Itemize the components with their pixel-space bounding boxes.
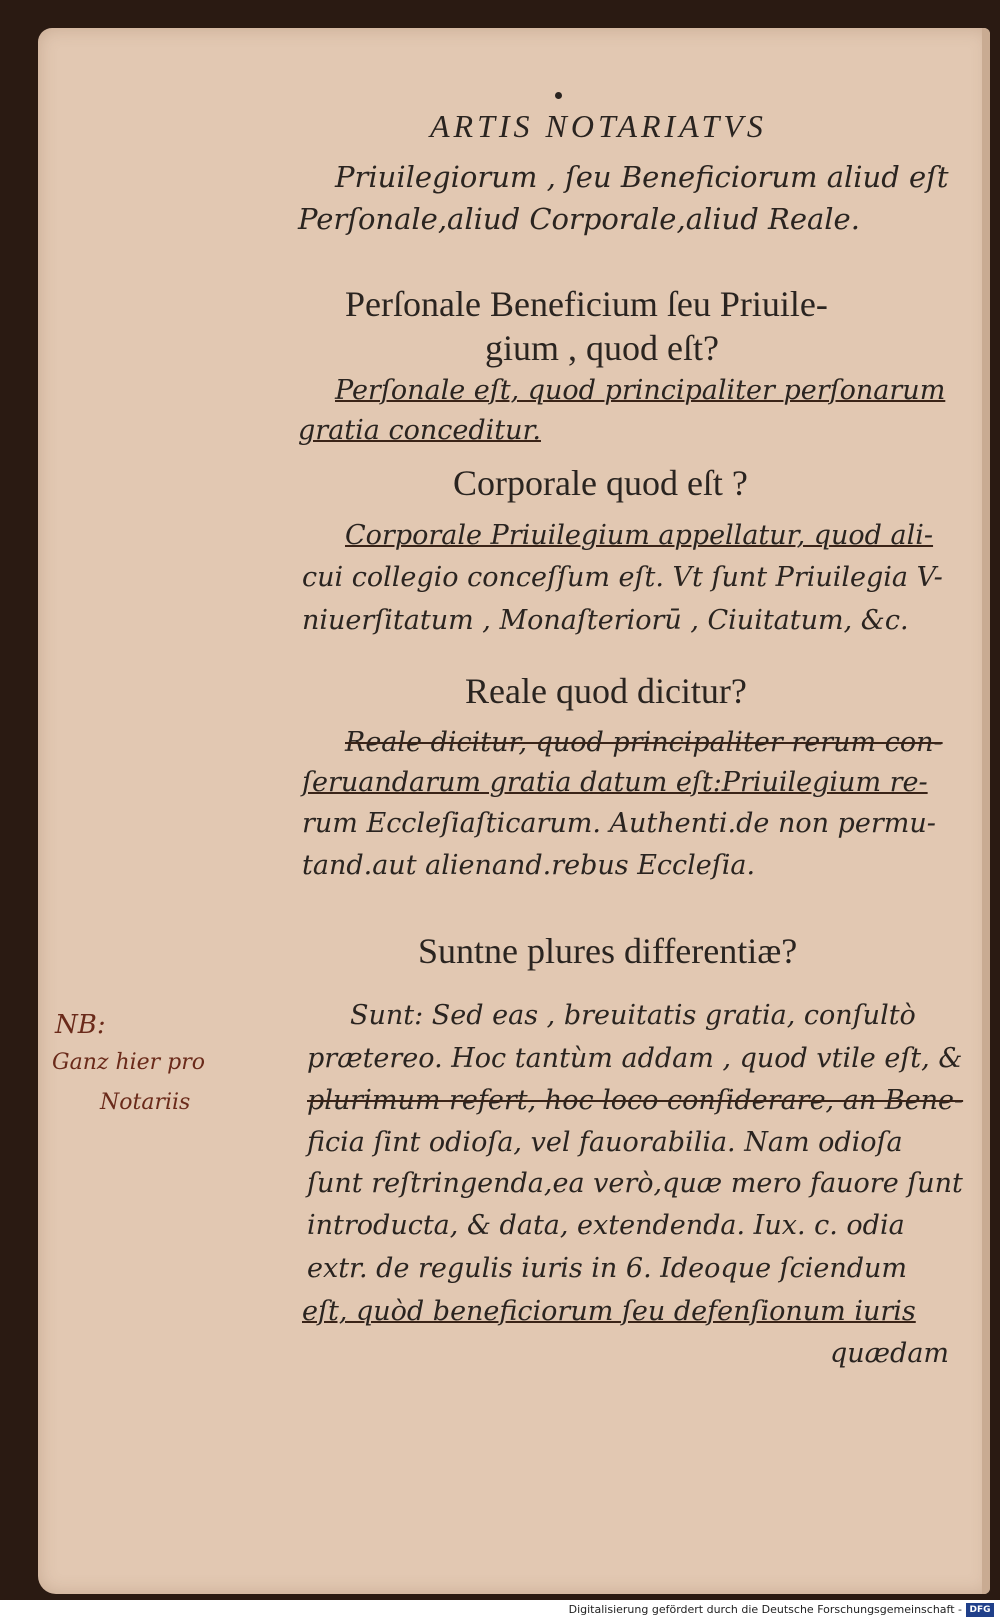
marginal-note-line-3: Notariis (100, 1090, 191, 1115)
text-line-1: Priuilegiorum , ſeu Beneficiorum aliud eſt (335, 160, 949, 194)
answer-reale-line-3: rum Eccleſiaſticarum. Authenti.de non permu- (302, 808, 936, 839)
question-corporale: Corporale quod eſt ? (453, 463, 748, 503)
answer-differentiae-line-7: extr. de regulis iuris in 6. Ideoque ſciendum (307, 1253, 908, 1284)
digitization-footer (0, 1600, 1000, 1620)
digitization-credit: Digitalisierung gefördert durch die Deutsche Forschungsgemeinschaft - (568, 1603, 962, 1616)
answer-differentiae-line-6: introducta, & data, extendenda. Iux. c. odia (307, 1210, 905, 1241)
ink-dot (555, 92, 562, 99)
answer-personale-line-2: gratia conceditur. (298, 415, 541, 446)
answer-reale-line-4: tand.aut alienand.rebus Eccleſia. (302, 850, 756, 881)
text-line-2: Perſonale,aliud Corporale,aliud Reale. (298, 202, 860, 236)
running-header: ARTIS NOTARIATVS (430, 108, 767, 144)
answer-differentiae-line-5: ſunt reſtringenda,ea verò,quæ mero fauore ſunt (307, 1168, 963, 1199)
dfg-logo-icon: DFG (966, 1603, 994, 1617)
answer-reale-line-1: Reale dicitur, quod principaliter rerum con- (345, 727, 943, 758)
question-personale-line-2: gium , quod eſt? (485, 328, 719, 368)
question-reale: Reale quod dicitur? (465, 671, 747, 711)
answer-differentiae-line-2: prætereo. Hoc tantùm addam , quod vtile eſt, & (307, 1043, 963, 1074)
answer-differentiae-line-8: eſt, quòd beneficiorum ſeu defenſionum iuris (302, 1296, 916, 1327)
answer-reale-line-2: ſeruandarum gratia datum eſt:Priuilegium re- (302, 767, 928, 798)
question-personale-line-1: Perſonale Beneficium ſeu Priuile- (345, 284, 828, 324)
answer-differentiae-line-4: ficia ſint odioſa, vel fauorabilia. Nam odioſa (307, 1127, 903, 1158)
marginal-note-line-2: Ganz hier pro (52, 1050, 206, 1075)
marginal-note-line-1: NB: (55, 1010, 106, 1040)
answer-differentiae-line-3: plurimum refert, hoc loco conſiderare, an Bene- (307, 1085, 964, 1116)
answer-corporale-line-3: niuerſitatum , Monaſteriorū , Ciuitatum, &c. (302, 605, 909, 636)
page-edge (982, 28, 990, 1594)
answer-corporale-line-2: cui collegio conceſſum eſt. Vt ſunt Priuilegia V- (302, 562, 943, 593)
catchword: quædam (830, 1338, 950, 1369)
answer-differentiae-line-1: Sunt: Sed eas , breuitatis gratia, conſultò (350, 1000, 916, 1031)
answer-corporale-line-1: Corporale Priuilegium appellatur, quod ali- (345, 520, 934, 551)
answer-personale-line-1: Perſonale eſt, quod principaliter perſonarum (335, 375, 946, 406)
question-differentiae: Suntne plures differentiæ? (418, 931, 798, 971)
